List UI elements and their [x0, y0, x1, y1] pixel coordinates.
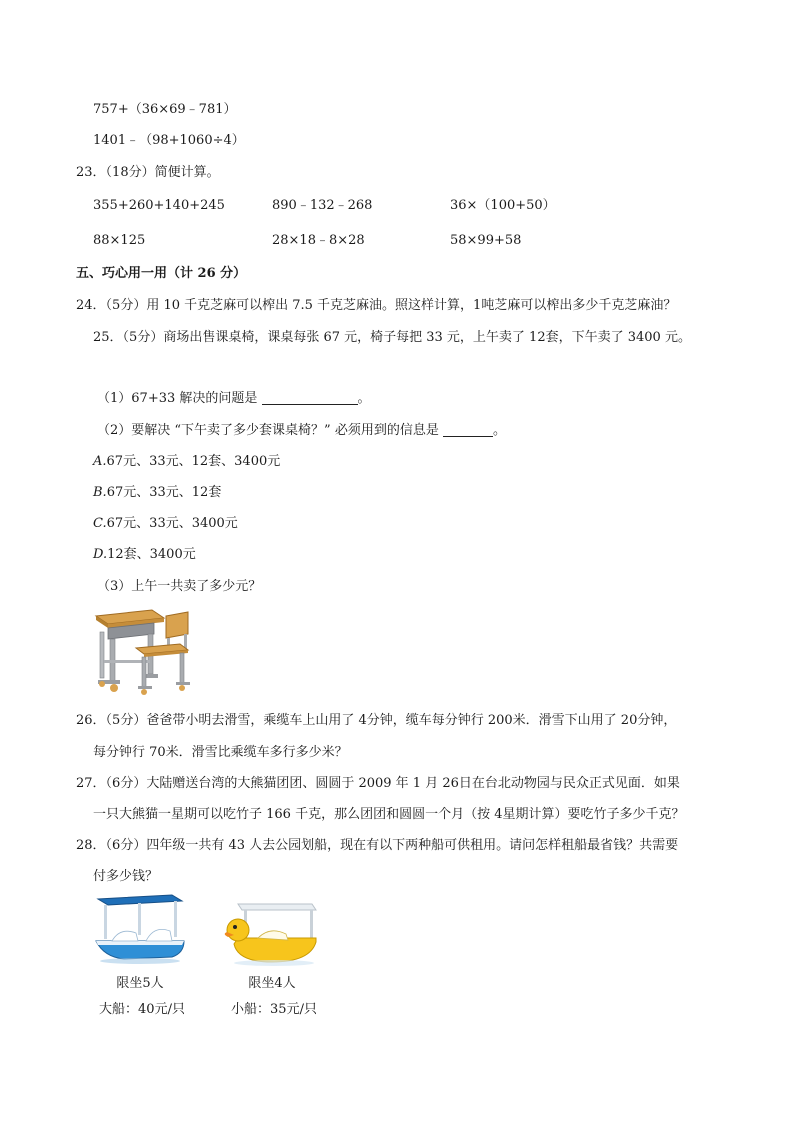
q25-sub1 [97, 390, 371, 408]
small-boat-image [224, 900, 320, 966]
big-boat-price: 大船：40元/只 [99, 1002, 185, 1017]
q22-expression-4: 1401﹣（98+1060÷4） [93, 133, 245, 148]
q26-line-2: 每分钟行 70米．滑雪比乘缆车多行多少米？ [93, 745, 348, 760]
q25-sub1-answer-blank[interactable] [262, 390, 358, 405]
q23-title: 23．（18分）简便计算。 [76, 165, 220, 180]
option-text: 67元、33元、3400元 [106, 516, 238, 531]
q23-item-5: 28×18﹣8×28 [272, 233, 365, 248]
q23-item-2: 890﹣132﹣268 [272, 198, 373, 213]
small-boat-capacity: 限坐4人 [248, 976, 296, 991]
option-letter: D. [93, 547, 108, 562]
desk-chair-image [94, 604, 192, 696]
q26-line-1: 26．（5分）爸爸带小明去滑雪，乘缆车上山用了 4分钟，缆车每分钟行 200米．滑雪下山用了 20分钟， [76, 713, 677, 728]
q28-line-2: 付多少钱？ [93, 869, 159, 884]
q25-sub2-prompt: （2）要解决 “下午卖了多少套课桌椅？” 必须用到的信息是 [97, 423, 443, 438]
option-letter: B. [93, 485, 107, 500]
big-boat-capacity: 限坐5人 [116, 976, 164, 991]
q25-option-a[interactable] [93, 453, 280, 471]
q22-expression-3: 757+（36×69﹣781） [93, 102, 237, 117]
q28-line-1: 28．（6分）四年级一共有 43 人去公园划船，现在有以下两种船可供租用。请问怎样租船最省钱？共需要 [76, 838, 679, 853]
q23-item-1: 355+260+140+245 [93, 198, 225, 213]
q23-item-6: 58×99+58 [450, 233, 522, 248]
q25-sub1-prompt: （1）67+33 解决的问题是 [97, 391, 262, 406]
option-text: 67元、33元、12套 [106, 485, 222, 500]
section-5-title: 五、巧心用一用（计 26 分） [76, 266, 247, 281]
option-letter: A. [93, 454, 107, 469]
q25-option-c[interactable] [93, 515, 238, 533]
small-boat-price: 小船：35元/只 [231, 1002, 317, 1017]
q25-sub1-end: 。 [357, 391, 371, 406]
option-text: 67元、33元、12套、3400元 [106, 454, 281, 469]
q23-item-4: 88×125 [93, 233, 146, 248]
q25-sub2-end: 。 [492, 423, 506, 438]
q25-option-b[interactable] [93, 484, 221, 502]
q25-option-d[interactable] [93, 546, 196, 564]
q25-sub2 [97, 422, 506, 440]
q25-sub3: （3）上午一共卖了多少元？ [97, 579, 262, 594]
q25-sub2-answer-blank[interactable] [443, 422, 493, 437]
option-text: 12套、3400元 [107, 547, 196, 562]
q27-line-1: 27．（6分）大陆赠送台湾的大熊猫团团、圆圆于 2009 年 1 月 26日在台北动物园与民众正式见面．如果 [76, 776, 680, 791]
option-letter: C. [93, 516, 107, 531]
big-boat-image [94, 893, 186, 965]
q27-line-2: 一只大熊猫一星期可以吃竹子 166 千克，那么团团和圆圆一个月（按 4星期计算）要吃竹子多少千克？ [93, 807, 685, 822]
q25-text: 25．（5分）商场出售课桌椅，课桌每张 67 元，椅子每把 33 元，上午卖了 12套，下午卖了 3400 元。 [93, 330, 691, 345]
q23-item-3: 36×（100+50） [450, 198, 556, 213]
q24-text: 24．（5分）用 10 千克芝麻可以榨出 7.5 千克芝麻油。照这样计算，1吨芝麻可以榨出多少千克芝麻油？ [76, 298, 677, 313]
